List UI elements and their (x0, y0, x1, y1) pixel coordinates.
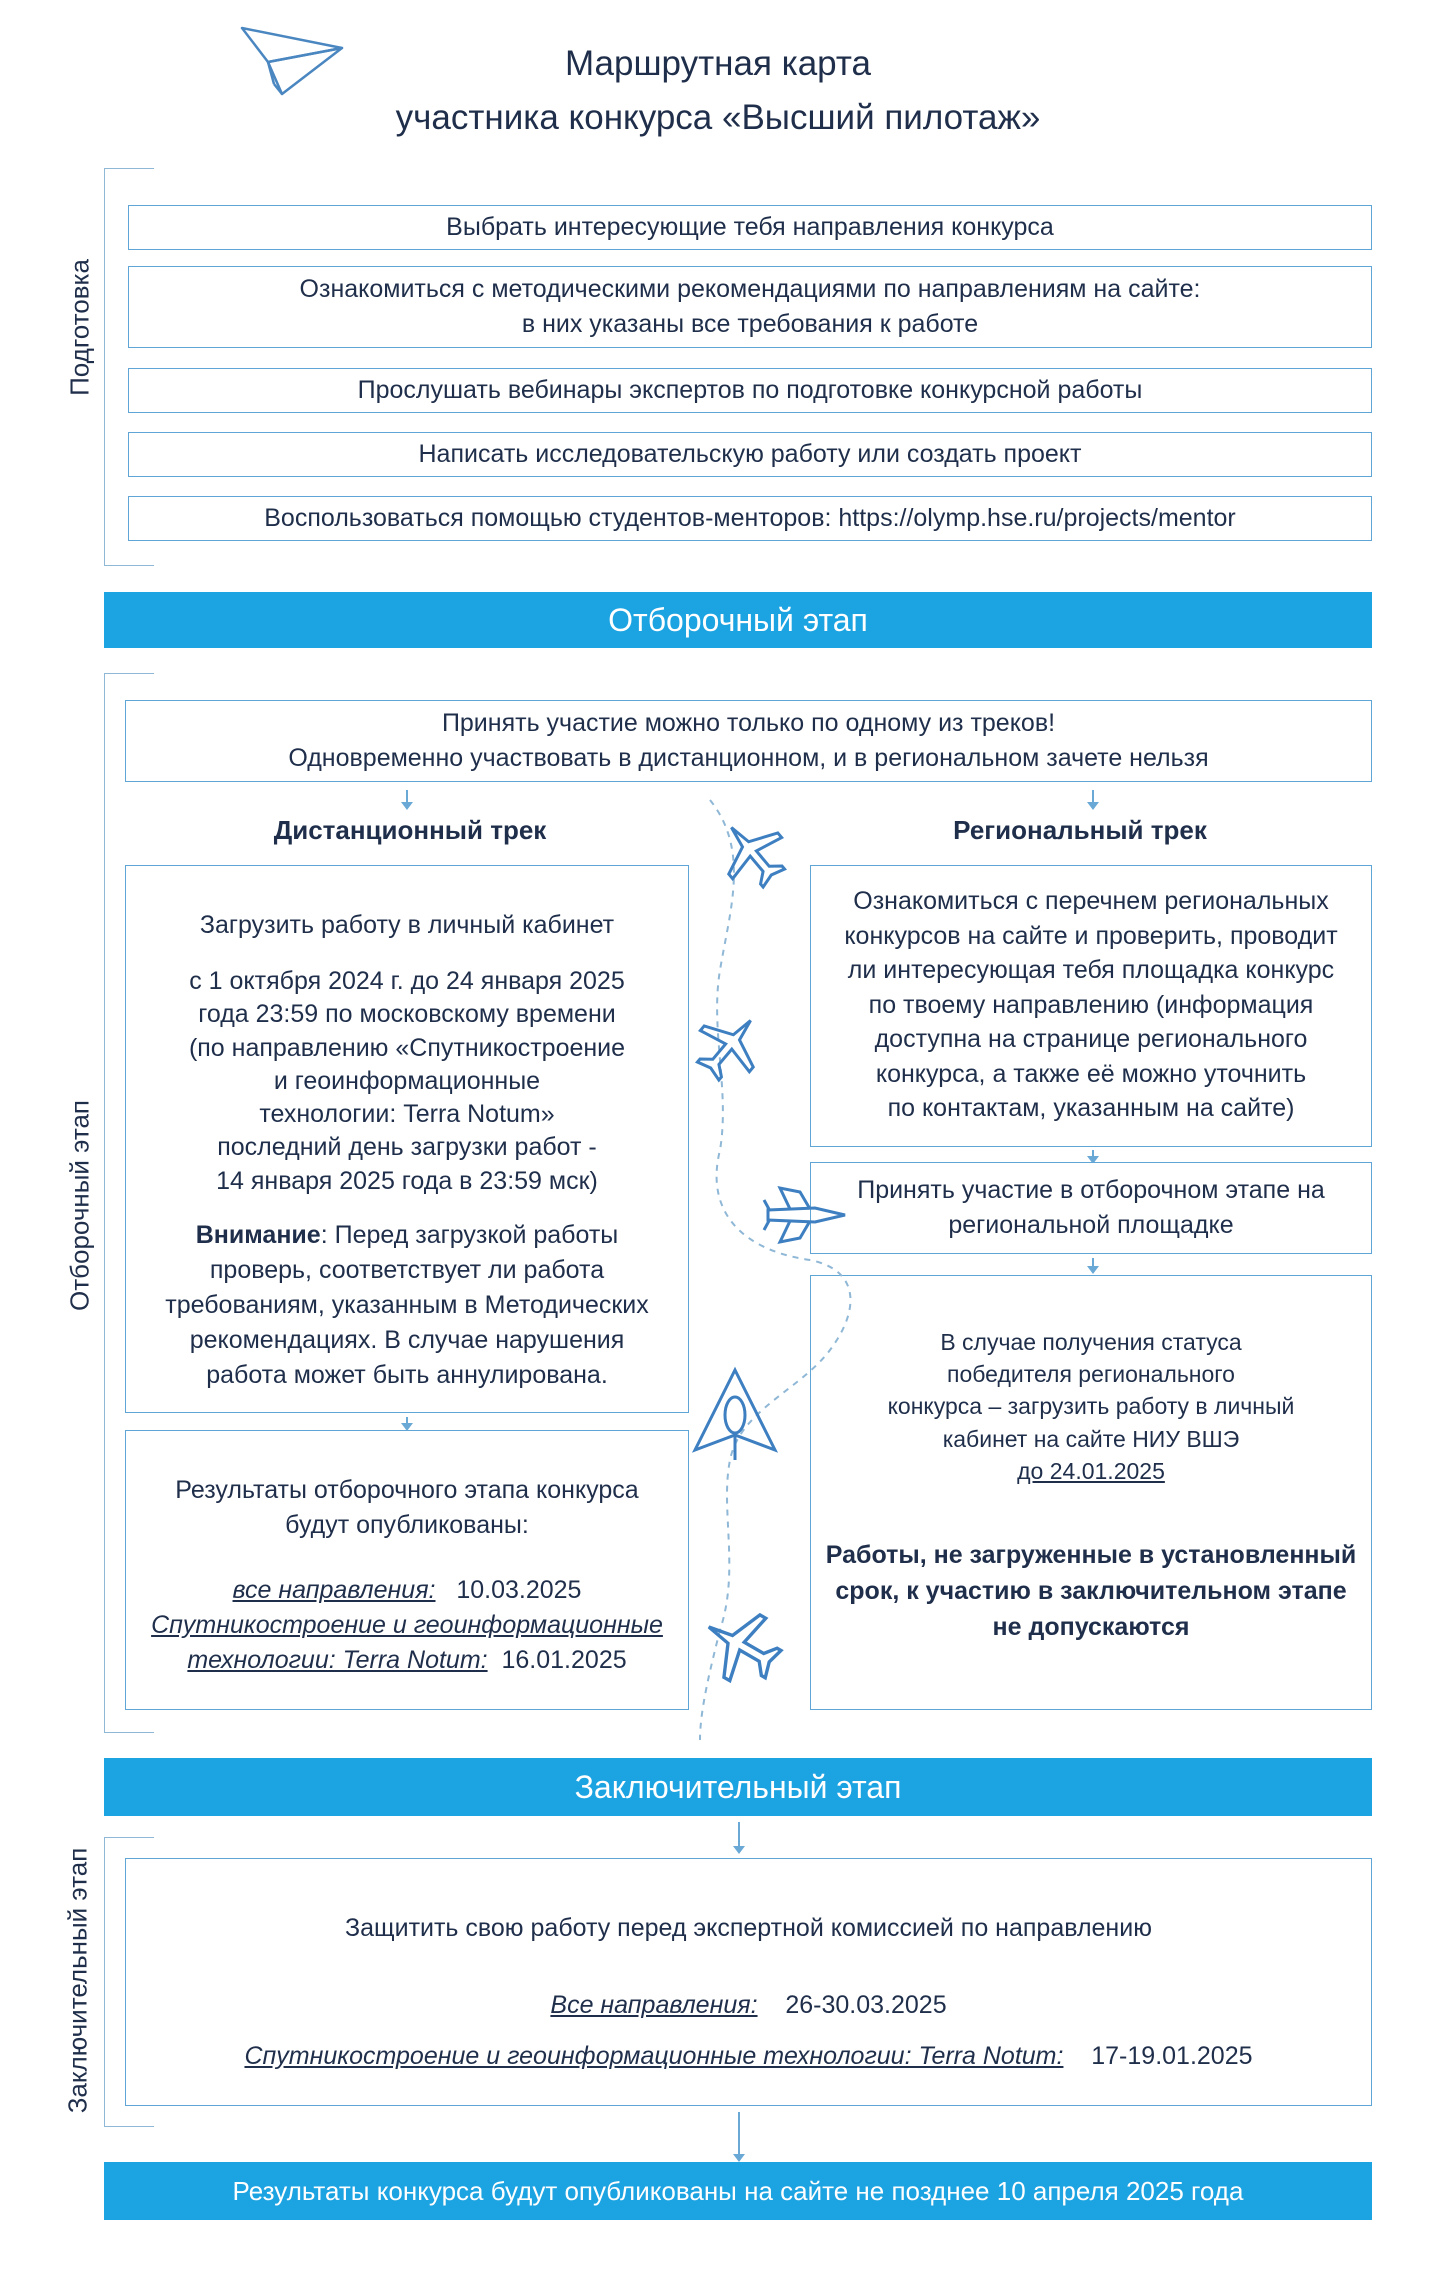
final-all-directions (126, 1988, 1371, 2023)
prep-step-text: в них указаны все требования к работе (521, 310, 979, 338)
prep-step-directions (128, 205, 1372, 250)
arrow-to-results (406, 1417, 408, 1425)
winner-line: кабинет на сайте НИУ ВШЭ (942, 1425, 1240, 1452)
attention-line: работа может быть аннулирована. (206, 1360, 608, 1389)
preparation-label: Подготовка (64, 259, 95, 396)
attention-note (126, 1218, 688, 1393)
regional-info-line: доступна на странице регионального (874, 1025, 1308, 1053)
period-line: технологии: Terra Notum» (259, 1100, 555, 1128)
winner-line: В случае получения статуса (940, 1329, 1242, 1355)
final-stage-band (104, 1758, 1372, 1816)
results-line: будут опубликованы: (285, 1511, 529, 1539)
participate-line: региональной площадке (948, 1211, 1234, 1239)
all-directions-date: 10.03.2025 (456, 1576, 582, 1604)
prep-step-mentors (128, 496, 1372, 541)
upload-period (126, 965, 688, 1198)
final-results-band (104, 2162, 1372, 2220)
regional-info-box (810, 865, 1372, 1147)
mentor-link[interactable]: Воспользоваться помощью студентов-менторов: https://olymp.hse.ru/projects/mentor (264, 504, 1236, 532)
prep-step-text: Прослушать вебинары экспертов по подготовке конкурсной работы (357, 376, 1143, 404)
regional-info-line: ли интересующая тебя площадка конкурс (847, 956, 1335, 984)
final-special-direction (126, 2039, 1371, 2074)
results-line: Результаты отборочного этапа конкурса (175, 1476, 639, 1504)
prep-step-text: Написать исследовательскую работу или создать проект (418, 440, 1082, 468)
arrow-to-final (738, 1822, 740, 1848)
selection-stage-band (104, 592, 1372, 648)
regional-winner-box (810, 1275, 1372, 1710)
results-heading (126, 1473, 688, 1543)
period-line: (по направлению «Спутникостроение (188, 1033, 626, 1062)
final-label: Заключительный этап (62, 1847, 93, 2114)
winner-text (811, 1326, 1371, 1487)
prep-step-text: Выбрать интересующие тебя направления конкурса (446, 213, 1054, 241)
attention-bold: Внимание (195, 1220, 321, 1249)
selection-band-title: Отборочный этап (608, 601, 868, 638)
period-line: 14 января 2025 года в 23:59 мск) (216, 1166, 598, 1195)
airplane-icon (712, 812, 792, 892)
attention-line: требованиям, указанным в Методических (165, 1290, 649, 1319)
results-special-direction (126, 1608, 688, 1678)
notice-line: Принять участие можно только по одному из треков! (441, 709, 1056, 737)
final-results-text: Результаты конкурса будут опубликованы на сайте не позднее 10 апреля 2025 года (232, 2175, 1244, 2206)
final-special-label: Спутникостроение и геоинформационные технологии: Terra Notum: (244, 2042, 1064, 2070)
regional-info-line: Ознакомиться с перечнем региональных (853, 887, 1329, 915)
final-defense-box (125, 1858, 1372, 2106)
final-all-date: 26-30.03.2025 (785, 1991, 947, 2019)
prep-step-guidelines (128, 266, 1372, 348)
arrow-to-regional (1092, 790, 1094, 804)
warning-line: Работы, не загруженные в установленный (825, 1540, 1357, 1569)
period-line: с 1 октября 2024 г. до 24 января 2025 (189, 967, 625, 995)
period-line: года 23:59 по московскому времени (198, 1000, 616, 1029)
all-directions-label: все направления: (232, 1576, 436, 1604)
defense-text: Защитить свою работу перед экспертной комиссией по направлению (345, 1914, 1152, 1942)
attention-line: рекомендациях. В случае нарушения (189, 1325, 625, 1354)
arrow-to-distance (406, 790, 408, 804)
final-all-label: Все направления: (550, 1991, 758, 2019)
winner-line: конкурса – загрузить работу в личный (887, 1393, 1295, 1420)
winner-line: победителя регионального (947, 1361, 1235, 1388)
page-title: Маршрутная карта (565, 44, 871, 83)
regional-participate-box (810, 1162, 1372, 1254)
regional-info-text (811, 884, 1371, 1126)
regional-info-line: по контактам, указанным на сайте) (887, 1094, 1295, 1122)
special-label-line: Спутникостроение и геоинформационные (151, 1611, 663, 1639)
period-line: и геоинформационные (273, 1066, 541, 1095)
airplane-icon (695, 1600, 785, 1690)
regional-info-line: конкурса, а также её можно уточнить (875, 1059, 1307, 1088)
prep-step-research (128, 432, 1372, 477)
results-all-directions (126, 1573, 688, 1608)
distance-results-box (125, 1430, 689, 1710)
warning-line: срок, к участию в заключительном этапе (835, 1577, 1347, 1606)
winner-warning (811, 1537, 1371, 1646)
arrow-to-footer (738, 2112, 740, 2156)
final-band-title: Заключительный этап (574, 1768, 902, 1805)
attention-line: проверь, соответствует ли работа (209, 1255, 605, 1284)
distance-upload-box (125, 865, 689, 1413)
delta-wing-icon (690, 1365, 780, 1465)
prep-step-webinars (128, 368, 1372, 413)
special-label-line: технологии: Terra Notum: (187, 1646, 488, 1674)
notice-line: Одновременно участвовать в дистанционном, и в региональном зачете нельзя (288, 744, 1209, 772)
track-notice-box (125, 700, 1372, 782)
page-subtitle: участника конкурса «Высший пилотаж» (395, 98, 1041, 137)
final-special-date: 17-19.01.2025 (1091, 2042, 1253, 2070)
warning-line: не допускаются (992, 1613, 1190, 1642)
upload-title: Загрузить работу в личный кабинет (199, 911, 615, 939)
regional-info-line: по твоему направлению (информация (868, 990, 1314, 1019)
special-date: 16.01.2025 (501, 1646, 627, 1674)
participate-line: Принять участие в отборочном этапе на (857, 1176, 1325, 1204)
regional-track-heading: Региональный трек (953, 815, 1207, 845)
regional-info-line: конкурсов на сайте и проверить, проводит (844, 921, 1338, 950)
fighter-jet-icon (760, 1180, 850, 1250)
airplane-icon (690, 1005, 770, 1085)
selection-label: Отборочный этап (64, 1099, 95, 1312)
distance-track-heading: Дистанционный трек (273, 815, 547, 845)
arrow-to-winner (1092, 1258, 1094, 1268)
attention-line: : Перед загрузкой работы (320, 1220, 619, 1249)
arrow-to-participate (1092, 1150, 1094, 1158)
prep-step-text: Ознакомиться с методическими рекомендациями по направлениям на сайте: (299, 275, 1201, 303)
period-line: последний день загрузки работ - (217, 1133, 597, 1162)
winner-deadline: до 24.01.2025 (1017, 1457, 1165, 1484)
